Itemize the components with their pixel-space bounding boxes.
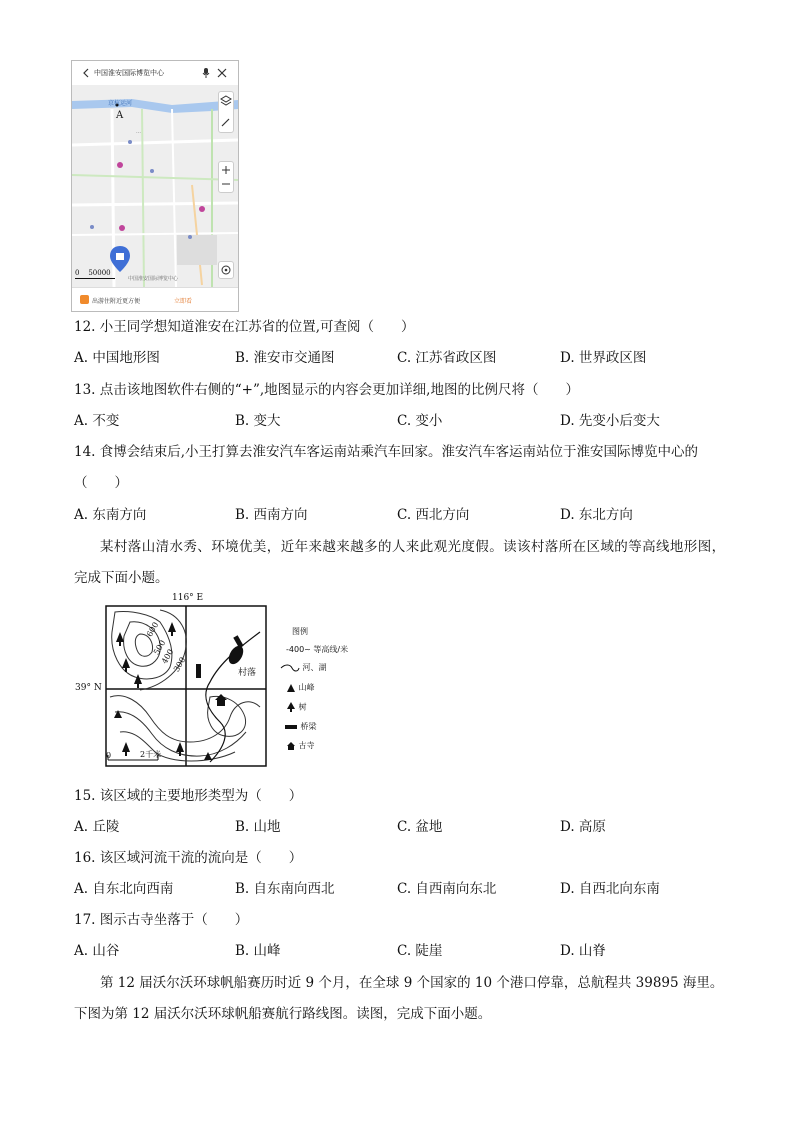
legend-tree: 树 [286,701,307,713]
option[interactable]: B. 变大 [235,413,281,429]
temple-icon [286,741,296,751]
question-14: 14. 食博会结束后,小王打算去淮安汽车客运南站乘汽车回家。淮安汽车客运南站位于淮安国际博览中心的 [74,444,699,460]
option[interactable]: D. 高原 [560,819,606,835]
passage-1-line-1: 某村落山清水秀、环境优美，近年来越来越多的人来此观光度假。读该村落所在区域的等高线地形图， [100,539,726,555]
option[interactable]: A. 不变 [74,413,120,429]
option[interactable]: D. 世界政区图 [560,350,647,366]
option[interactable]: D. 东北方向 [560,507,633,523]
question-13: 13. 点击该地图软件右侧的“+”,地图显示的内容会更加详细,地图的比例尺将（ ） [74,382,579,398]
scale-zero: 0 [106,751,112,760]
microphone-icon[interactable] [202,67,210,79]
legend-peak: 山峰 [286,682,315,693]
legend-river: 河、湖 [280,662,327,673]
option[interactable]: D. 山脊 [560,943,606,959]
passage-2-line-2: 下图为第 12 届沃尔沃环球帆船赛航行路线图。读图，完成下面小题。 [74,1006,492,1022]
option[interactable]: C. 自西南向东北 [397,881,497,897]
hotel-icon [80,295,89,304]
map-tools-panel [218,91,234,133]
option[interactable]: D. 自西北向东南 [560,881,660,897]
map-roads [72,85,238,287]
map-scale: 0 50000 [75,269,111,277]
river-lake-icon [280,663,300,673]
location-pin-icon[interactable] [109,245,131,273]
tree-icon [286,701,296,713]
close-icon[interactable] [217,68,227,78]
option[interactable]: C. 盆地 [397,819,443,835]
legend-contour: -400~ 等高线/米 [286,645,349,654]
option[interactable]: A. 山谷 [74,943,120,959]
search-text: 中国淮安国际博览中心 [94,69,164,77]
contour-label: 500 [151,638,168,657]
map-canvas[interactable]: 京杭运河 A … 中国淮安国际博览中心 0 50000 [72,85,238,287]
legend-temple: 古寺 [286,740,315,751]
option[interactable]: A. 丘陵 [74,819,120,835]
village-label: 村落 [238,668,257,678]
question-12: 12. 小王同学想知道淮安在江苏省的位置,可查阅（ ） [74,319,415,335]
back-arrow-icon[interactable] [82,68,90,78]
promo-text: 出游住附近更方便 [92,298,141,305]
option[interactable]: A. 东南方向 [74,507,147,523]
option[interactable]: C. 变小 [397,413,443,429]
search-bar[interactable] [72,61,238,86]
option[interactable]: B. 淮安市交通图 [235,350,335,366]
passage-1-line-2: 完成下面小题。 [74,570,169,586]
option[interactable]: C. 西北方向 [397,507,470,523]
zoom-in-icon[interactable] [222,166,230,174]
canal-label: 京杭运河 [108,100,133,107]
passage-2-line-1: 第 12 届沃尔沃环球帆船赛历时近 9 个月，在全球 9 个国家的 10 个港口停靠，总航程共 39895 海里。 [100,975,724,991]
contour-label: 300 [171,655,188,674]
option[interactable]: A. 中国地形图 [74,350,160,366]
latitude-label: 39° N [75,683,102,693]
question-14-bracket: （ ） [74,475,128,491]
scale-label: 2千米 [140,750,162,759]
option[interactable]: C. 陡崖 [397,943,443,959]
option[interactable]: B. 山峰 [235,943,281,959]
question-16: 16. 该区域河流干流的流向是（ ） [74,850,303,866]
locate-button[interactable] [218,261,234,279]
legend-bridge: 桥梁 [284,721,317,732]
promo-button[interactable]: 立即看 [174,298,193,305]
edit-icon[interactable] [222,119,229,126]
layers-icon[interactable] [221,96,231,105]
option[interactable]: B. 山地 [235,819,281,835]
peak-icon [286,683,296,693]
option[interactable]: A. 自东北向西南 [74,881,174,897]
option[interactable]: D. 先变小后变大 [560,413,660,429]
map-legend [280,626,370,766]
point-a-label: A [116,110,124,121]
longitude-label: 116° E [172,593,204,603]
bottom-promo-bar[interactable] [72,287,238,312]
legend-title: 图例 [292,627,308,636]
contour-label: 400 [159,647,176,666]
question-17: 17. 图示古寺坐落于（ ） [74,912,249,928]
bridge-icon [284,723,298,731]
option[interactable]: C. 江苏省政区图 [397,350,497,366]
question-15: 15. 该区域的主要地形类型为（ ） [74,788,303,804]
zoom-controls [218,161,234,193]
option[interactable]: B. 西南方向 [235,507,308,523]
contour-label: 600 [144,620,161,639]
locate-icon [219,262,233,278]
pin-label: 中国淮安国际博览中心 [128,276,179,282]
option[interactable]: B. 自东南向西北 [235,881,335,897]
scale-bar [75,278,115,279]
map-app-screenshot [71,60,239,312]
